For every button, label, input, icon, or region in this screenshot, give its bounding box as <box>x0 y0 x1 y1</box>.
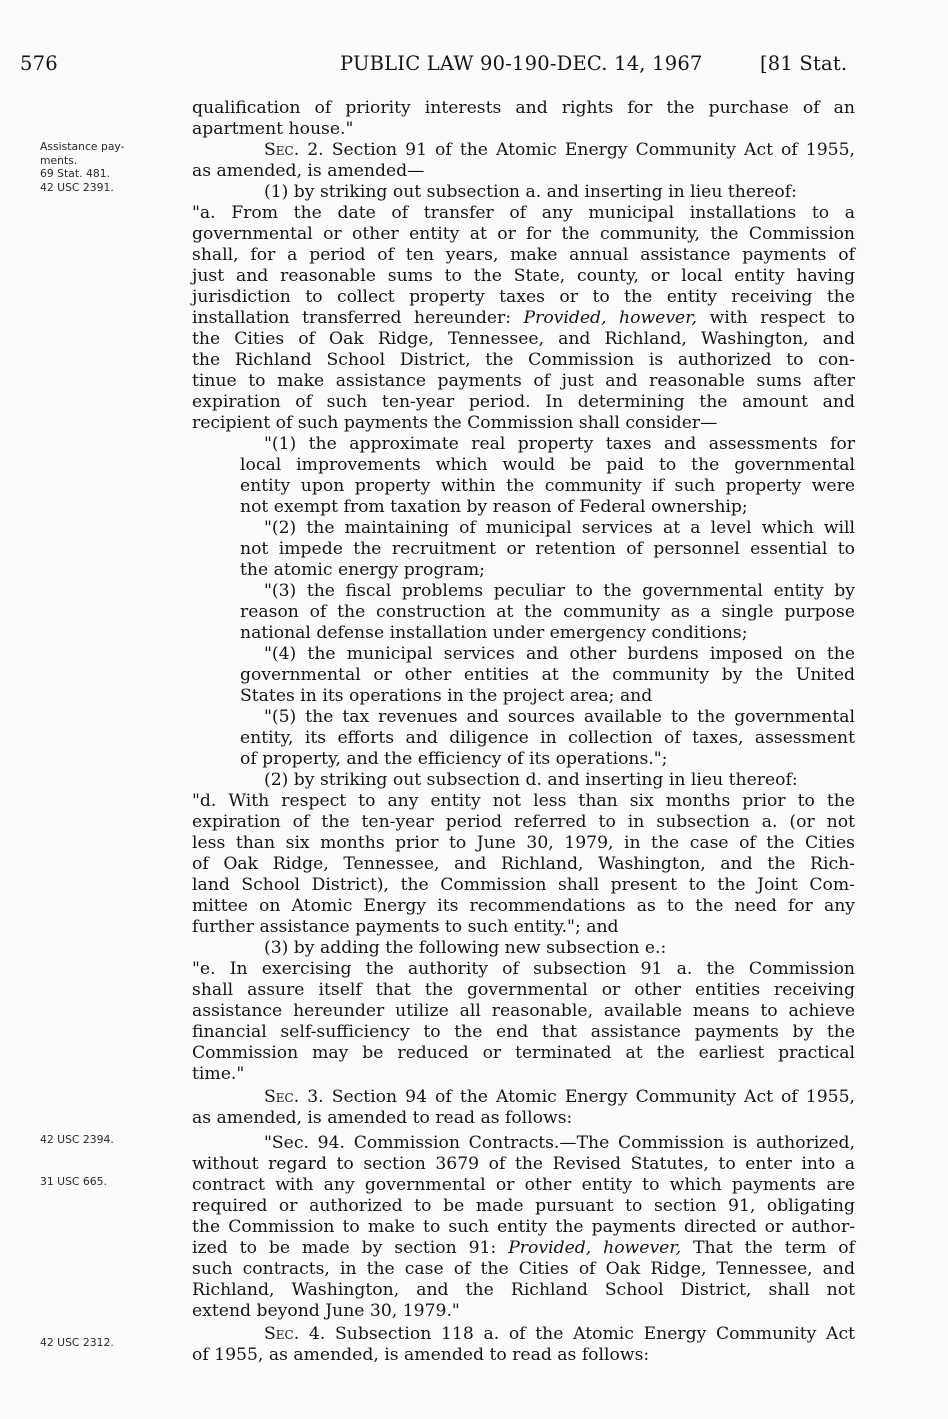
margin-note-31-usc-665 <box>40 1175 170 1189</box>
text-line: "(3) the fiscal problems peculiar to the governmental entity by <box>264 581 855 601</box>
margin-note-42-usc-2312 <box>40 1336 170 1350</box>
text-line: the Cities of Oak Ridge, Tennessee, and Richland, Washington, and <box>192 329 855 349</box>
text-line: the Richland School District, the Commission is authorized to con- <box>192 350 855 370</box>
running-title: PUBLIC LAW 90-190-DEC. 14, 1967 <box>340 52 703 75</box>
text-line: of 1955, as amended, is amended to read as follows: <box>192 1345 650 1365</box>
text-line: financial self-sufficiency to the end that assistance payments by the <box>192 1022 855 1042</box>
text-line: "a. From the date of transfer of any municipal installations to a <box>192 203 855 223</box>
text-segment: ized to be made by section 91: <box>192 1238 497 1258</box>
text-line-proviso <box>192 1238 855 1259</box>
text-line: shall assure itself that the governmental or other entities receiving <box>192 980 855 1000</box>
text-line-proviso <box>192 308 855 329</box>
text-line: 2. Section 91 of the Atomic Energy Community Act of 1955, <box>299 140 855 160</box>
text-line: "(4) the municipal services and other burdens imposed on the <box>264 644 855 664</box>
text-line: 4. Subsection 118 a. of the Atomic Energy Community Act <box>299 1324 855 1344</box>
text-line: States in its operations in the project area; and <box>240 686 653 706</box>
margin-note-line: 42 USC 2391. <box>40 180 114 194</box>
text-line: the atomic energy program; <box>240 560 485 580</box>
text-line: contract with any governmental or other entity to which payments are <box>192 1175 855 1195</box>
margin-note-42-usc-2394 <box>40 1133 170 1147</box>
text-line: further assistance payments to such entity."; and <box>192 917 619 937</box>
text-line: (3) by adding the following new subsection e.: <box>264 938 667 958</box>
text-line: recipient of such payments the Commission shall consider— <box>192 413 718 433</box>
text-line: required or authorized to be made pursuant to section 91, obligating <box>192 1196 855 1216</box>
proviso-italic: Provided, however, <box>508 1238 682 1258</box>
stat-citation: [81 Stat. <box>760 52 848 75</box>
section-4-heading: Sec. 4. Subsection 118 a. of the Atomic Energy Community Act <box>264 1324 855 1344</box>
text-line: "(2) the maintaining of municipal services at a level which will <box>264 518 855 538</box>
text-line: as amended, is amended to read as follows: <box>192 1108 573 1128</box>
text-line: expiration of such ten-year period. In determining the amount and <box>192 392 855 412</box>
proviso-italic: Provided, however, <box>523 308 698 328</box>
section-2-heading: Sec. 2. Section 91 of the Atomic Energy Community Act of 1955, <box>264 140 855 160</box>
text-segment: That the term of <box>693 1238 855 1258</box>
text-line: "(5) the tax revenues and sources available to the governmental <box>264 707 855 727</box>
text-line: just and reasonable sums to the State, county, or local entity having <box>192 266 855 286</box>
section-3-heading: Sec. 3. Section 94 of the Atomic Energy Community Act of 1955, <box>264 1087 855 1107</box>
text-line: "d. With respect to any entity not less than six months prior to the <box>192 791 855 811</box>
text-line: of Oak Ridge, Tennessee, and Richland, Washington, and the Rich- <box>192 854 855 874</box>
margin-note-line: 42 USC 2394. <box>40 1133 114 1146</box>
text-segment: with respect to <box>709 308 855 328</box>
text-line: such contracts, in the case of the Cities of Oak Ridge, Tennessee, and <box>192 1259 855 1279</box>
page-number: 576 <box>20 52 58 75</box>
text-line: qualification of priority interests and rights for the purchase of an <box>192 98 855 118</box>
text-line: not impede the recruitment or retention of personnel essential to <box>240 539 855 559</box>
margin-note-line: ments. <box>40 153 78 167</box>
text-line: of property, and the efficiency of its operations."; <box>240 749 668 769</box>
text-line: extend beyond June 30, 1979." <box>192 1301 460 1321</box>
text-line: national defense installation under emergency conditions; <box>240 623 748 643</box>
text-line: mittee on Atomic Energy its recommendations as to the need for any <box>192 896 855 916</box>
text-line: Commission may be reduced or terminated at the earliest practical <box>192 1043 855 1063</box>
section-94-heading <box>264 1133 855 1154</box>
text-line: tinue to make assistance payments of just and reasonable sums after <box>192 371 855 391</box>
text-line: assistance hereunder utilize all reasonable, available means to achieve <box>192 1001 855 1021</box>
text-line: "e. In exercising the authority of subsection 91 a. the Commission <box>192 959 855 979</box>
text-line: 3. Section 94 of the Atomic Energy Community Act of 1955, <box>299 1087 855 1107</box>
text-line: governmental or other entities at the community by the United <box>240 665 855 685</box>
text-line: entity upon property within the community if such property were <box>240 476 855 496</box>
text-line: expiration of the ten-year period referred to in subsection a. (or not <box>192 812 855 832</box>
text-line: shall, for a period of ten years, make annual assistance payments of <box>192 245 855 265</box>
margin-note-line: 42 USC 2312. <box>40 1336 114 1349</box>
text-segment: installation transferred hereunder: <box>192 308 512 328</box>
text-line: "Sec. 94. Commission Contracts.—The Commission is authorized, <box>264 1133 855 1153</box>
text-line: land School District), the Commission shall present to the Joint Com- <box>192 875 855 895</box>
text-line: governmental or other entity at or for the community, the Commission <box>192 224 855 244</box>
text-line: jurisdiction to collect property taxes or to the entity receiving the <box>192 287 855 307</box>
text-line: (1) by striking out subsection a. and inserting in lieu thereof: <box>264 182 797 202</box>
margin-note-line: Assistance pay- <box>40 140 125 153</box>
text-line: Richland, Washington, and the Richland School District, shall not <box>192 1280 855 1300</box>
text-line: "(1) the approximate real property taxes and assessments for <box>264 434 855 454</box>
text-line: reason of the construction at the community as a single purpose <box>240 602 855 622</box>
text-line: less than six months prior to June 30, 1979, in the case of the Cities <box>192 833 855 853</box>
text-line: not exempt from taxation by reason of Federal ownership; <box>240 497 748 517</box>
text-line: the Commission to make to such entity the payments directed or author- <box>192 1217 855 1237</box>
margin-note-line: 31 USC 665. <box>40 1175 107 1188</box>
text-line: local improvements which would be paid to the governmental <box>240 455 855 475</box>
text-line: entity, its efforts and diligence in collection of taxes, assessment <box>240 728 855 748</box>
text-line: time." <box>192 1064 245 1084</box>
text-line: as amended, is amended— <box>192 161 425 181</box>
text-line: apartment house." <box>192 119 354 139</box>
margin-note-assistance-payments <box>40 140 170 194</box>
text-line: (2) by striking out subsection d. and inserting in lieu thereof: <box>264 770 798 790</box>
margin-note-line: 69 Stat. 481. <box>40 167 111 180</box>
text-line: without regard to section 3679 of the Revised Statutes, to enter into a <box>192 1154 855 1174</box>
